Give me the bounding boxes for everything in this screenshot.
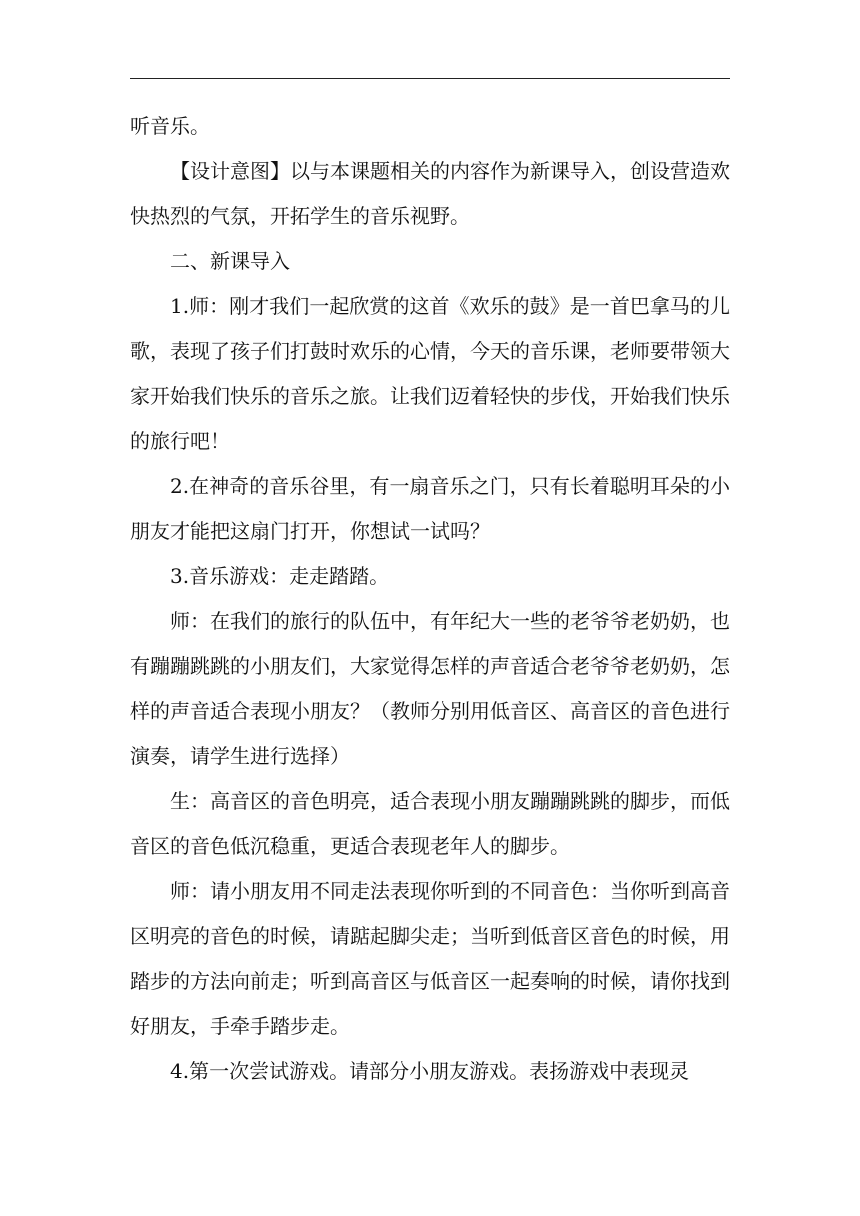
paragraph-intro-end: 听音乐。 (130, 114, 210, 138)
header-rule (130, 78, 730, 79)
section-heading-new-lesson: 二、新课导入 (170, 249, 290, 273)
paragraph-teacher-question: 师：在我们的旅行的队伍中，有年纪大一些的老爷爷老奶奶，也有蹦蹦跳跳的小朋友们，大家觉得怎样的声音适合老爷爷老奶奶，怎样的声音适合表现小朋友？（教师分别用低音区、高音区的音色进行演奏，请学生进行选择） (130, 609, 730, 768)
paragraph-teacher-instruction: 师：请小朋友用不同走法表现你听到的不同音色：当你听到高音区明亮的音色的时候，请踮起脚尖走；当听到低音区音色的时候，用踏步的方法向前走；听到高音区与低音区一起奏响的时候，请你找到好朋友，手牵手踏步走。 (130, 879, 730, 1038)
document-body (130, 104, 730, 1094)
paragraph-step-4: 4.第一次尝试游戏。请部分小朋友游戏。表扬游戏中表现灵 (170, 1059, 690, 1083)
paragraph-step-3: 3.音乐游戏：走走踏踏。 (170, 564, 390, 588)
paragraph-student-answer: 生：高音区的音色明亮，适合表现小朋友蹦蹦跳跳的脚步，而低音区的音色低沉稳重，更适合表现老年人的脚步。 (130, 789, 730, 858)
paragraph-design-intent: 【设计意图】以与本课题相关的内容作为新课导入，创设营造欢快热烈的气氛，开拓学生的音乐视野。 (130, 159, 730, 228)
paragraph-step-2: 2.在神奇的音乐谷里，有一扇音乐之门，只有长着聪明耳朵的小朋友才能把这扇门打开，你想试一试吗？ (130, 474, 730, 543)
paragraph-step-1: 1.师：刚才我们一起欣赏的这首《欢乐的鼓》是一首巴拿马的儿歌，表现了孩子们打鼓时欢乐的心情，今天的音乐课，老师要带领大家开始我们快乐的音乐之旅。让我们迈着轻快的步伐，开始我们快乐的旅行吧！ (130, 294, 730, 453)
